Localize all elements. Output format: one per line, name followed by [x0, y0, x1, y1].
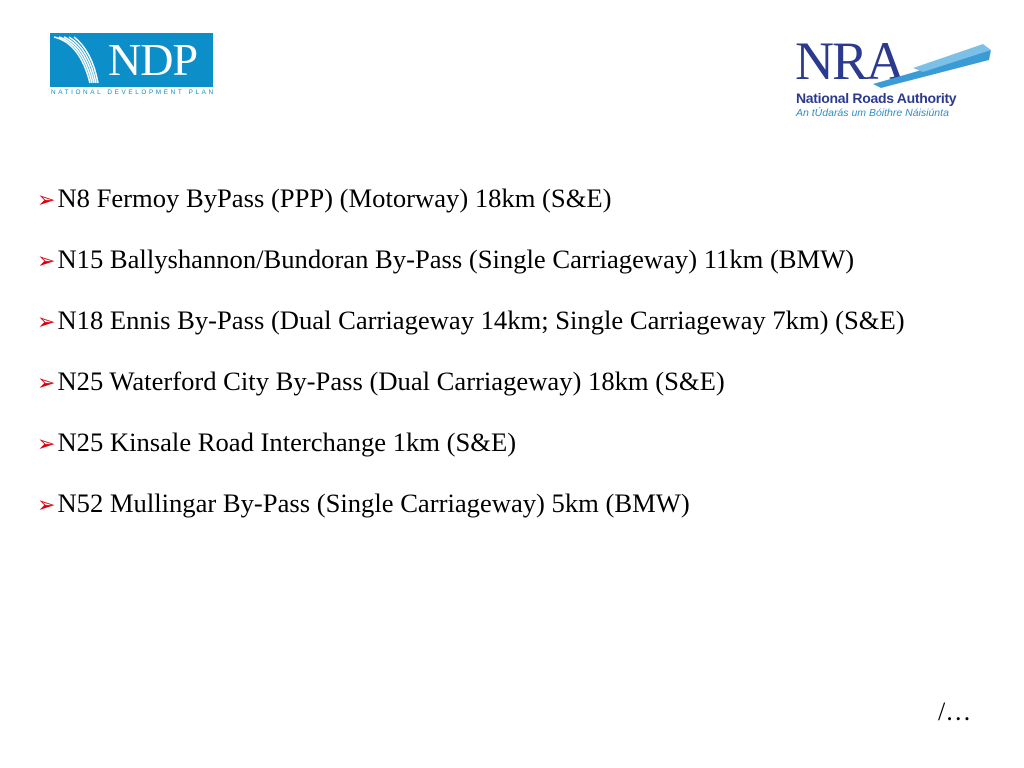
arrow-bullet-icon: ➢	[37, 370, 56, 395]
bullet-text: N18 Ennis By-Pass (Dual Carriageway 14km; Single Carriageway 7km) (S&E)	[57, 305, 905, 335]
ndp-logo-text: NDP	[108, 34, 198, 85]
bullet-text: N25 Kinsale Road Interchange 1km (S&E)	[57, 427, 517, 457]
bullet-item	[37, 483, 987, 525]
nra-wing-icon	[873, 40, 991, 90]
bullet-text: N25 Waterford City By-Pass (Dual Carriageway) 18km (S&E)	[57, 366, 725, 396]
nra-logo-name: National Roads Authority	[796, 90, 957, 106]
arrow-bullet-icon: ➢	[37, 492, 56, 517]
bullet-item	[37, 300, 987, 342]
ndp-logo-box	[50, 33, 213, 87]
bullet-item	[37, 422, 987, 464]
ndp-swoosh-icon	[50, 33, 110, 87]
nra-logo	[795, 31, 995, 125]
arrow-bullet-icon: ➢	[37, 431, 56, 456]
continuation-mark: /…	[938, 697, 972, 726]
ndp-logo	[50, 33, 215, 99]
bullet-item	[37, 178, 987, 220]
bullet-text: N8 Fermoy ByPass (PPP) (Motorway) 18km (S&E)	[57, 183, 612, 213]
bullet-item	[37, 361, 987, 403]
bullet-item	[37, 239, 987, 281]
bullet-text: N52 Mullingar By-Pass (Single Carriageway) 5km (BMW)	[57, 488, 690, 518]
nra-logo-text: NRA	[795, 31, 904, 91]
bullet-list	[37, 178, 987, 544]
arrow-bullet-icon: ➢	[37, 248, 56, 273]
arrow-bullet-icon: ➢	[37, 309, 56, 334]
ndp-logo-subtitle: NATIONAL DEVELOPMENT PLAN	[51, 89, 216, 96]
arrow-bullet-icon: ➢	[37, 187, 56, 212]
bullet-text: N15 Ballyshannon/Bundoran By-Pass (Single Carriageway) 11km (BMW)	[57, 244, 855, 274]
nra-logo-irish-name: An tÚdarás um Bóithre Náisiúnta	[796, 107, 949, 119]
